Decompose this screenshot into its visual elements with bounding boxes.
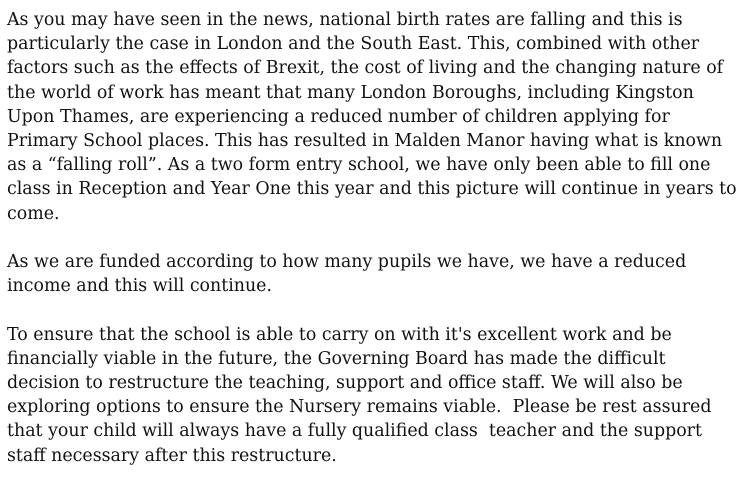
letter-body [7, 8, 749, 468]
paragraph-restructure [7, 323, 749, 468]
text-line: decision to restructure the teaching, support and office staff. We will also be [7, 373, 683, 394]
text-line: financially viable in the future, the Governing Board has made the difficult [7, 348, 666, 369]
text-line: As we are funded according to how many pupils we have, we have a reduced [7, 252, 687, 273]
text-line: the world of work has meant that many London Boroughs, including Kingston [7, 82, 694, 103]
text-line: income and this will continue. [7, 276, 272, 297]
text-line: staff necessary after this restructure. [7, 445, 337, 466]
text-line: come. [7, 203, 60, 224]
text-line: To ensure that the school is able to carry on with it's excellent work and be [7, 324, 672, 345]
text-line: factors such as the effects of Brexit, the cost of living and the changing nature of [7, 58, 724, 79]
text-line: as a “falling roll”. As a two form entry school, we have only been able to fill one [7, 155, 711, 176]
text-line: exploring options to ensure the Nursery remains viable. Please be rest assured [7, 397, 712, 418]
text-line: Primary School places. This has resulted in Malden Manor having what is known [7, 131, 723, 152]
text-line: that your child will always have a fully qualified class teacher and the support [7, 421, 702, 442]
text-line: class in Reception and Year One this year and this picture will continue in years to [7, 179, 737, 200]
text-line: Upon Thames, are experiencing a reduced number of children applying for [7, 106, 670, 127]
text-line: As you may have seen in the news, national birth rates are falling and this is [7, 10, 683, 30]
text-line: particularly the case in London and the South East. This, combined with other [7, 34, 700, 55]
paragraph-falling-birth-rates [7, 8, 749, 226]
paragraph-funding [7, 250, 749, 298]
